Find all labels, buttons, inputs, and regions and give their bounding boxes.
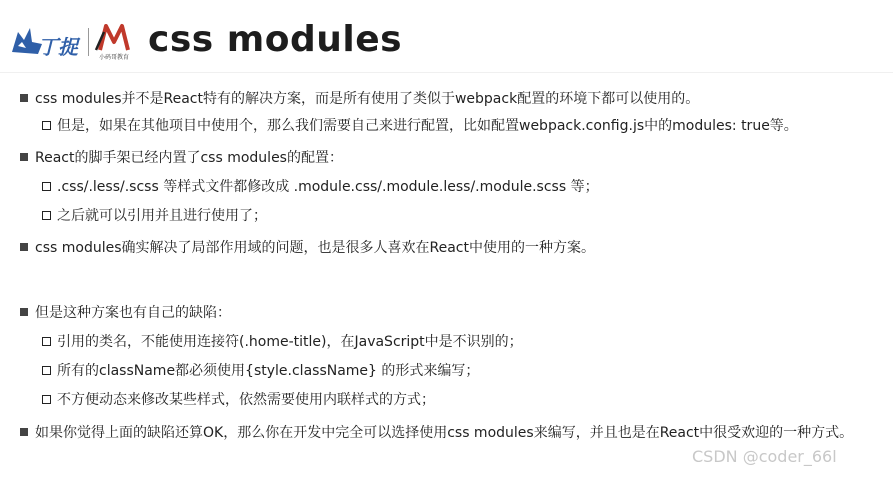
slide-header — [0, 0, 893, 72]
list-item — [42, 360, 479, 382]
brand-logo — [8, 22, 84, 62]
m-mark-icon — [92, 20, 136, 52]
list-item-text: 但是，如果在其他项目中使用个，那么我们需要自己来进行配置，比如配置webpack.config.js中的modules: true等。 — [57, 118, 798, 134]
hollow-square-bullet-icon — [42, 395, 51, 404]
list-item-text: React的脚手架已经内置了css modules的配置： — [35, 150, 343, 166]
list-item — [42, 115, 798, 137]
partner-logo — [92, 20, 136, 60]
list-item-text: 所有的className都必须使用{style.className} 的形式来编写； — [57, 363, 480, 379]
logo-divider — [88, 28, 89, 56]
wolf-logo-icon — [8, 22, 84, 62]
list-item — [42, 176, 599, 198]
square-bullet-icon — [20, 243, 28, 251]
list-item — [20, 302, 231, 324]
list-item-text: .css/.less/.scss 等样式文件都修改成 .module.css/.module.less/.module.scss 等； — [57, 179, 599, 195]
hollow-square-bullet-icon — [42, 182, 51, 191]
hollow-square-bullet-icon — [42, 366, 51, 375]
list-item — [42, 389, 435, 411]
list-item — [20, 422, 880, 444]
list-item-text: 之后就可以引用并且进行使用了； — [57, 208, 267, 224]
page-title: css modules — [148, 19, 403, 60]
list-item-text: css modules确实解决了局部作用域的问题，也是很多人喜欢在React中使用的一种方案。 — [35, 240, 595, 256]
square-bullet-icon — [20, 308, 28, 316]
list-item-text: 不方便动态来修改某些样式，依然需要使用内联样式的方式； — [57, 392, 435, 408]
square-bullet-icon — [20, 428, 28, 436]
hollow-square-bullet-icon — [42, 337, 51, 346]
list-item-text: 但是这种方案也有自己的缺陷： — [35, 305, 231, 321]
svg-text:丁捉: 丁捉 — [38, 35, 78, 59]
partner-logo-caption: 小码哥教育 — [98, 54, 129, 61]
list-item — [42, 205, 267, 227]
list-item — [20, 237, 595, 259]
list-item-text: 引用的类名，不能使用连接符(.home-title)，在JavaScript中是不识别的； — [57, 334, 523, 350]
list-item — [42, 331, 523, 353]
list-item-text: 如果你觉得上面的缺陷还算OK，那么你在开发中完全可以选择使用css modules来编写，并且也是在React中很受欢迎的一种方式。 — [35, 425, 854, 441]
list-item — [20, 147, 343, 169]
hollow-square-bullet-icon — [42, 211, 51, 220]
list-item — [20, 88, 699, 110]
header-divider — [0, 72, 893, 73]
square-bullet-icon — [20, 94, 28, 102]
square-bullet-icon — [20, 153, 28, 161]
hollow-square-bullet-icon — [42, 121, 51, 130]
list-item-text: css modules并不是React特有的解决方案，而是所有使用了类似于webpack配置的环境下都可以使用的。 — [35, 91, 700, 107]
watermark: CSDN @coder_66l — [692, 447, 837, 466]
